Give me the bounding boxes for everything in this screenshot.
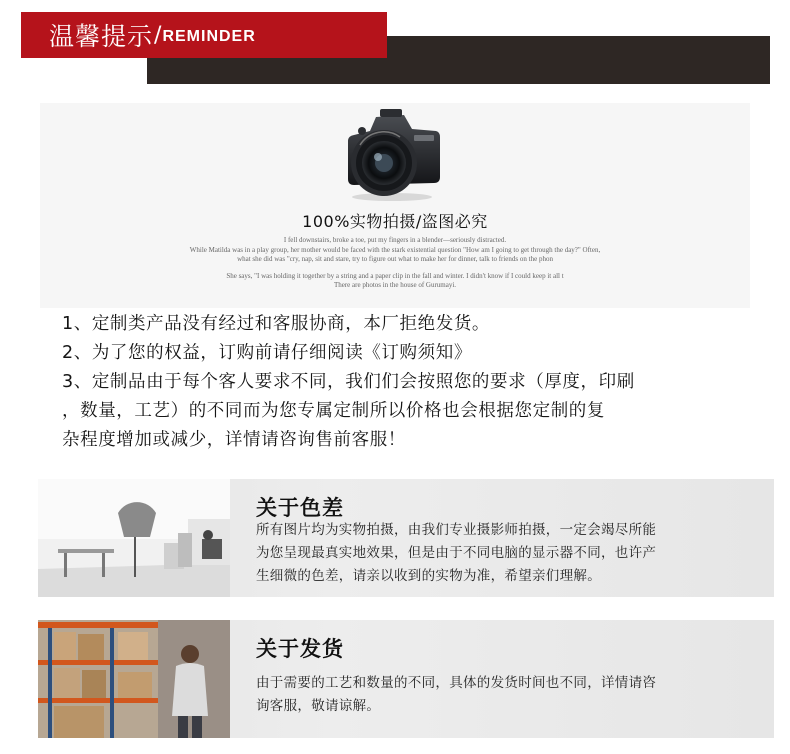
note-line: 3、定制品由于每个客人要求不同，我们们会按照您的要求（厚度，印刷 <box>62 372 635 392</box>
box-text-line: 所有图片均为实物拍摄，由我们专业摄影师拍摄，一定会竭尽所能 <box>256 522 657 538</box>
box-text-line: 为您呈现最真实地效果，但是由于不同电脑的显示器不同，也许产 <box>256 545 657 561</box>
header-title-cn: 温馨提示 <box>49 22 154 51</box>
banner-fine-text: I fell downstairs, broke a toe, put my fingers in a blender—seriously distracted. <box>283 236 507 244</box>
header-title-separator: / <box>154 22 162 48</box>
box-text-line: 由于需要的工艺和数量的不同，具体的发货时间也不同，详情请咨 <box>256 675 657 691</box>
notes-list <box>62 310 762 455</box>
box-description <box>256 672 726 718</box>
box-title: 关于发货 <box>256 637 344 661</box>
warehouse-icon <box>38 620 230 738</box>
box-text-line: 生细微的色差，请亲以收到的实物为准，希望亲们理解。 <box>256 568 601 584</box>
header-title-bar <box>21 12 387 58</box>
header-title-en: REMINDER <box>162 28 256 45</box>
color-difference-box <box>38 479 774 597</box>
note-line: 杂程度增加或减少，详情请咨询售前客服！ <box>62 430 406 450</box>
note-line: 2、为了您的权益，订购前请仔细阅读《订购须知》 <box>62 343 472 363</box>
banner-title: 100%实物拍摄/盗图必究 <box>302 212 488 231</box>
camera-icon <box>340 105 444 201</box>
box-description <box>256 519 726 588</box>
banner-fine-text: She says, "I was holding it together by a string and a paper clip in the fall and winter. I didn't know if I could keep it all t <box>226 272 564 280</box>
box-title: 关于色差 <box>256 496 344 520</box>
banner-fine-text: There are photos in the house of Gurumayi. <box>333 281 457 289</box>
box-text-line: 询客服，敬请谅解。 <box>256 698 381 714</box>
banner-fine-text: what she did was "cry, nap, sit and stare, try to figure out what to make her for dinner, talk to friends on the phon <box>237 255 553 263</box>
shipping-box <box>38 620 774 738</box>
note-line: ，数量，工艺）的不同而为您专属定制所以价格也会根据您定制的复 <box>62 401 605 421</box>
photo-studio-icon <box>38 479 230 597</box>
note-line: 1、定制类产品没有经过和客服协商，本厂拒绝发货。 <box>62 314 491 334</box>
banner-fine-text: While Matilda was in a play group, her mother would be faced with the stark existential question "How am I going to get through the day?" Often, <box>189 246 601 254</box>
